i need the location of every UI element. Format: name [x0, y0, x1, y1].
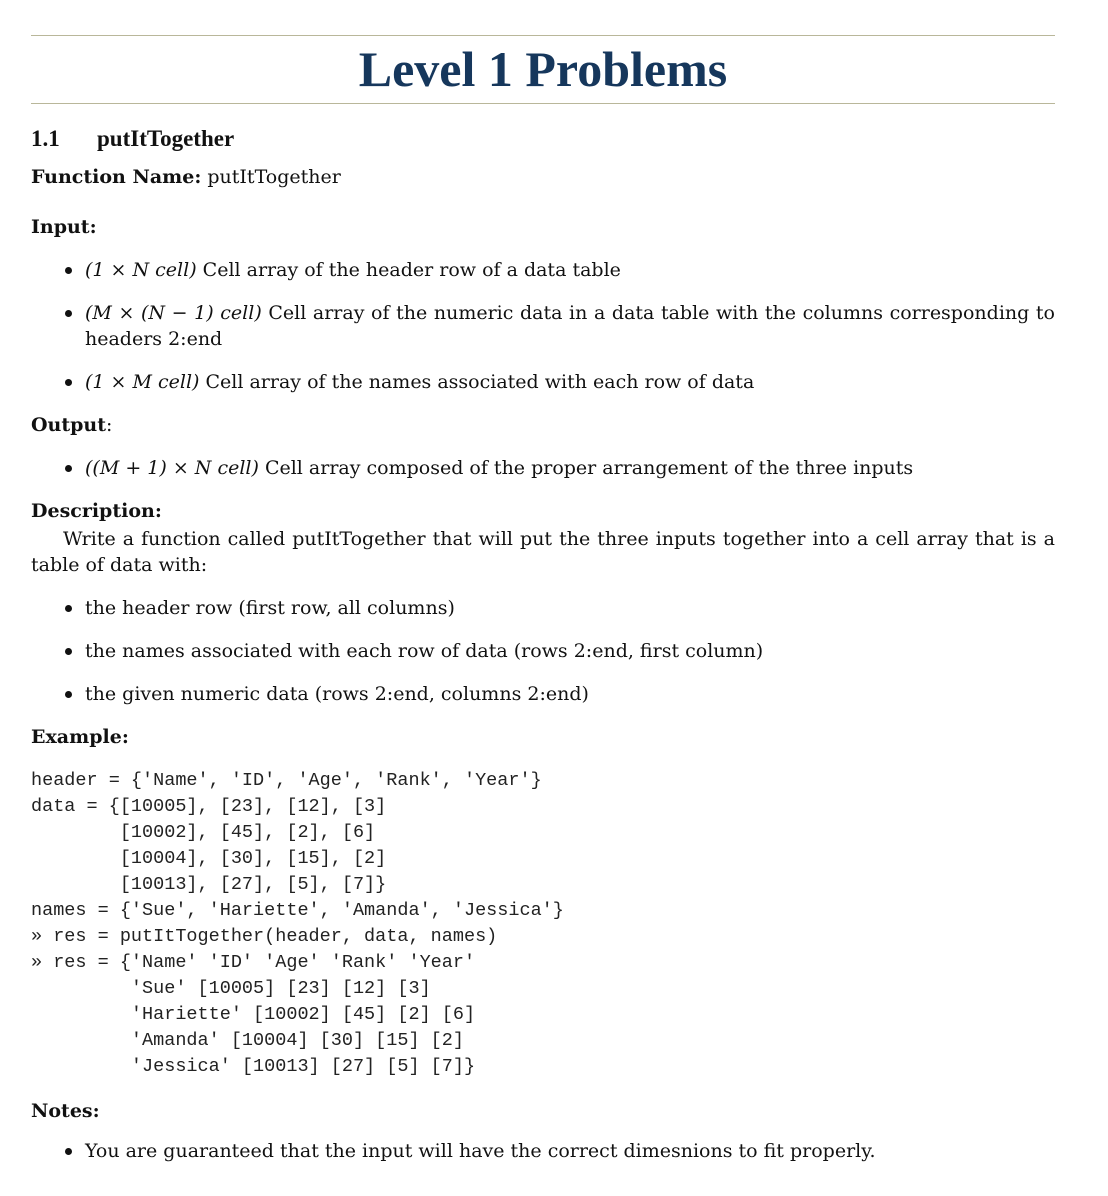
list-item: You are guaranteed that the input will have the correct dimesnions to fit properly.: [31, 1138, 1055, 1164]
input-heading: [31, 214, 1055, 240]
input-type: (M × (N − 1) cell): [85, 302, 262, 324]
input-label: Input:: [31, 216, 97, 238]
output-heading: [31, 412, 1055, 438]
list-item: [31, 257, 1055, 283]
notes-list: [31, 1138, 1055, 1164]
list-item: [31, 455, 1055, 481]
output-text: Cell array composed of the proper arrangement of the three inputs: [264, 457, 914, 479]
section-heading: [31, 124, 1055, 154]
list-item: the header row (first row, all columns): [31, 595, 1055, 621]
output-list: [31, 455, 1055, 481]
section-name: putItTogether: [97, 126, 235, 151]
input-text: Cell array of the names associated with each row of data: [205, 371, 755, 393]
title-bottom-rule: [31, 103, 1055, 104]
document-page: [31, 0, 1055, 1164]
description-label: Description:: [31, 500, 162, 522]
notes-label: Notes:: [31, 1100, 100, 1122]
input-text: Cell array of the numeric data in a data table with the columns corresponding to headers 2:end: [85, 302, 1055, 350]
input-type: (1 × N cell): [85, 259, 197, 281]
page-title: Level 1 Problems: [358, 41, 728, 97]
list-item: the given numeric data (rows 2:end, columns 2:end): [31, 681, 1055, 707]
list-item: [31, 300, 1055, 352]
function-name-value: putItTogether: [207, 166, 341, 188]
list-item: the names associated with each row of data (rows 2:end, first column): [31, 638, 1055, 664]
notes-heading: [31, 1098, 1055, 1124]
list-item: [31, 369, 1055, 395]
output-colon: :: [106, 414, 113, 436]
input-text: Cell array of the header row of a data table: [202, 259, 621, 281]
example-code-block: header = {'Name', 'ID', 'Age', 'Rank', 'Year'} data = {[10005], [23], [12], [3] [10002], [45], [2], [6] [10004], [30], [15], [2] [10013], [27], [5], [7]} names = {'Sue', 'Hariette', 'Amanda', 'Jessica'} » res = putItTogether(header, data, names) » res = {'Name' 'ID' 'Age' 'Rank' 'Year' 'Sue' [10005] [23] [12] [3] 'Hariette' [10002] [45] [2] [6] 'Amanda' [10004] [30] [15] [2] 'Jessica' [10013] [27] [5] [7]}: [31, 770, 564, 1077]
output-label: Output: [31, 414, 107, 436]
description-list: [31, 595, 1055, 707]
description-heading: [31, 498, 1055, 524]
output-type: ((M + 1) × N cell): [85, 457, 259, 479]
input-type: (1 × M cell): [85, 371, 200, 393]
section-number: 1.1: [31, 126, 60, 151]
function-name-label: Function Name:: [31, 166, 202, 188]
example-label: Example:: [31, 726, 129, 748]
example-heading: [31, 724, 1055, 750]
function-name-line: [31, 164, 1055, 190]
description-text: Write a function called putItTogether that will put the three inputs together into a cell array that is a table of data with:: [31, 528, 1055, 576]
title-top-rule: [31, 35, 1055, 36]
input-list: [31, 257, 1055, 395]
